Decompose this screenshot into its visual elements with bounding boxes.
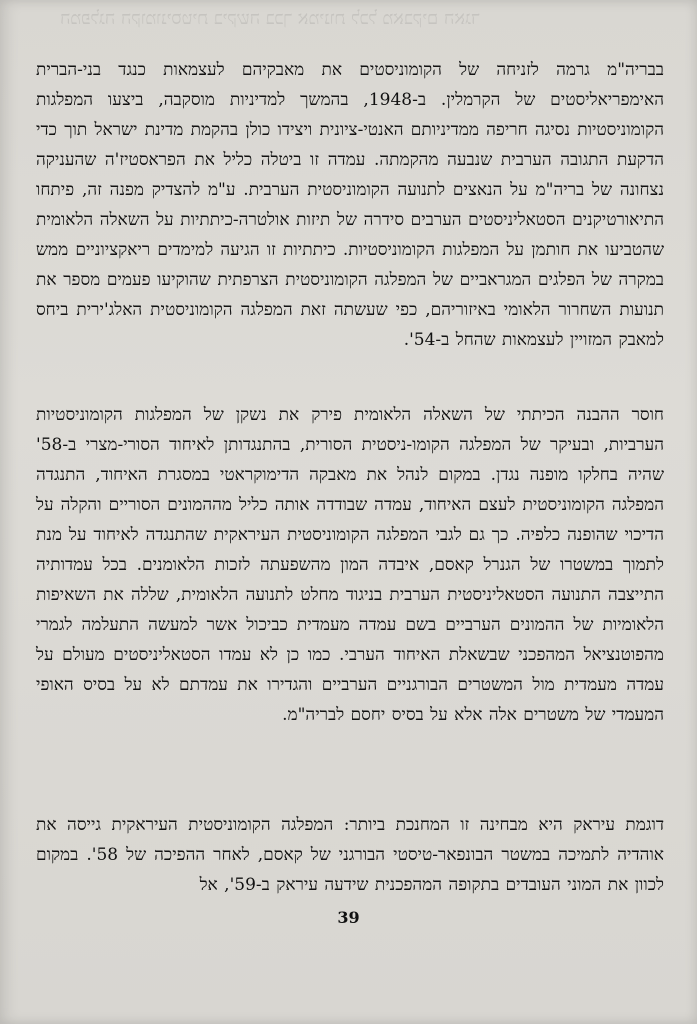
bleed-through-text: המפלגה הקומוניסטית ביקשה בכך אמינות לכל מאבקים האגד: [60, 8, 480, 29]
paragraph-3-text: דוגמת עיראק היא מבחינה זו המחנכת ביותר: המפלגה הקומוניסטית העיראקית גייסה את אוהדיה לתמיכה במשטר הבונפאר-טיסטי הבורגני של קאסם, לאחר ההפיכה של 58'. במקום לכוון את המוני העובדים בתקופה המהפכנית שידעה עיראק ב-59', אל: [36, 815, 664, 895]
paragraph-2-text: חוסר ההבנה הכיתתי של השאלה הלאומית פירק את נשקן של המפלגות הקומוניסטיות הערביות, ובעיקר של המפלגה הקומו-ניסטית הסורית, בהתנגדותן לאיחוד הסורי-מצרי ב-58' שהיה בחלקו מופנה נגדן. במקום לנהל את מאבקה הדימוקראטי במסגרת האיחוד, התנגדה המפלגה הקומוניסטית לעצם האיחוד, עמדה שבודדה אותה כליל מההמונים הסוריים והקלה על הדיכוי שהופנה כלפיה. כך גם לגבי המפלגה הקומוניסטית העיראקית שהתנגדה לאיחוד על מנת לתמוך במשטרו של הגנרל קאסם, איבדה המון מהשפעתה לזכות הלאומנים. בכל עמדותיה התייצבה התנועה הסטאליניסטית הערבית בניגוד מחלט לתנועה הלאומית, שללה את השאיפות הלאומיות של ההמונים הערביים בשם עמדה מעמדית כביכול אשר למעשה התעלמה לגמרי מהפוטנציאל המהפכני שבשאלת האיחוד הערבי. כמו כן לא עמדו הסטאליניסטים מעולם על עמדה מעמדית מול המשטרים הבורגניים הערביים והגדירו את עמדתם לא על בסיס האופי המעמדי של משטרים אלה אלא על בסיס יחסם לבריה"מ.: [36, 405, 664, 725]
paragraph-1: [36, 55, 664, 355]
paragraph-1-text: בבריה"מ גרמה לזניחה של הקומוניסטים את מאבקיהם לעצמאות כנגד בני-הברית האימפריאליסטים של הקרמלין. ב-1948, בהמשך למדיניות מוסקבה, ביצעו המפלגות הקומוניסטיות נסיגה חריפה ממדיניותם האנטי-ציונית ויצידו כולן בהקמת מדינת ישראל תוך כדי הדקעת התגובה הערבית שנבעה מהקמתה. עמדה זו ביטלה כליל את הפראסטיז'ה שהעניקה נצחונה של בריה"מ על הנאצים לתנועה הקומוניסטית הערבית. ע"מ להצדיק מפנה זה, פיתחו התיאורטיקנים הסטאליניסטים הערבים סידרה של תיזות אולטרה-כיתתיות על השאלה הלאומית שהטביעו את חותמן על המפלגות הקומוניסטיות. כיתתיות זו הגיעה למימדים ריאקציוניים ממש במקרה של הפלגים המגראביים של המפלגה הקומוניסטית הצרפתית שהוקיעו פעמים מספר את תנועות השחרור הלאומי באיזוריהם, כפי שעשתה זאת המפלגה הקומוניסטית האלג'ירית ביחס למאבק המזויין לעצמאות שהחל ב-54'.: [36, 60, 664, 350]
page-number: 39: [337, 908, 360, 927]
paragraph-2: [36, 400, 664, 730]
paragraph-3: [36, 810, 664, 900]
